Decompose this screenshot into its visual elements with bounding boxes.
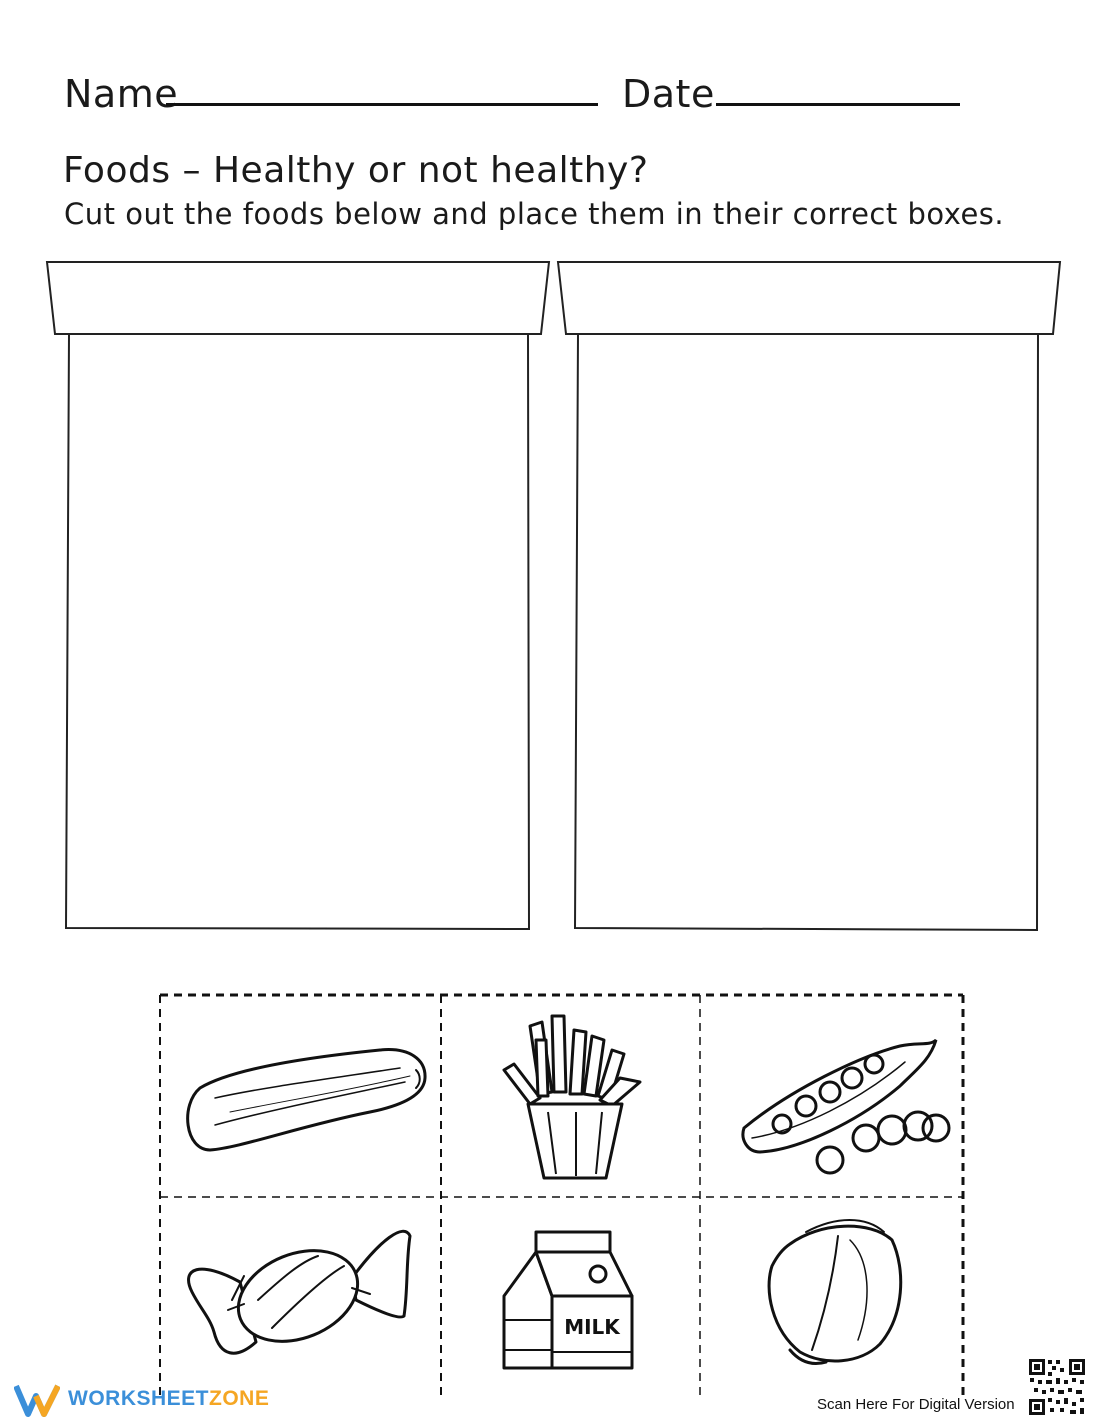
brand-wordmark[interactable] xyxy=(68,1387,269,1411)
milk-carton-icon[interactable] xyxy=(504,1232,632,1368)
worksheetzone-logo-icon xyxy=(14,1382,60,1418)
cabbage-icon[interactable] xyxy=(769,1220,901,1364)
cucumber-icon[interactable] xyxy=(188,1050,425,1150)
candy-icon[interactable] xyxy=(189,1231,410,1358)
date-label: Date xyxy=(622,72,715,116)
worksheet-instructions: Cut out the foods below and place them in their correct boxes. xyxy=(64,197,1005,231)
qr-code-icon[interactable] xyxy=(1028,1358,1086,1416)
peas-icon[interactable] xyxy=(743,1040,949,1173)
milk-label: MILK xyxy=(564,1315,620,1339)
french-fries-icon[interactable] xyxy=(504,1016,640,1178)
brand-part1: WORKSHEET xyxy=(68,1387,209,1410)
name-label: Name xyxy=(64,72,179,116)
scan-text: Scan Here For Digital Version xyxy=(817,1396,1015,1413)
worksheet-title: Foods – Healthy or not healthy? xyxy=(63,150,649,191)
brand-part2: ZONE xyxy=(209,1387,270,1410)
